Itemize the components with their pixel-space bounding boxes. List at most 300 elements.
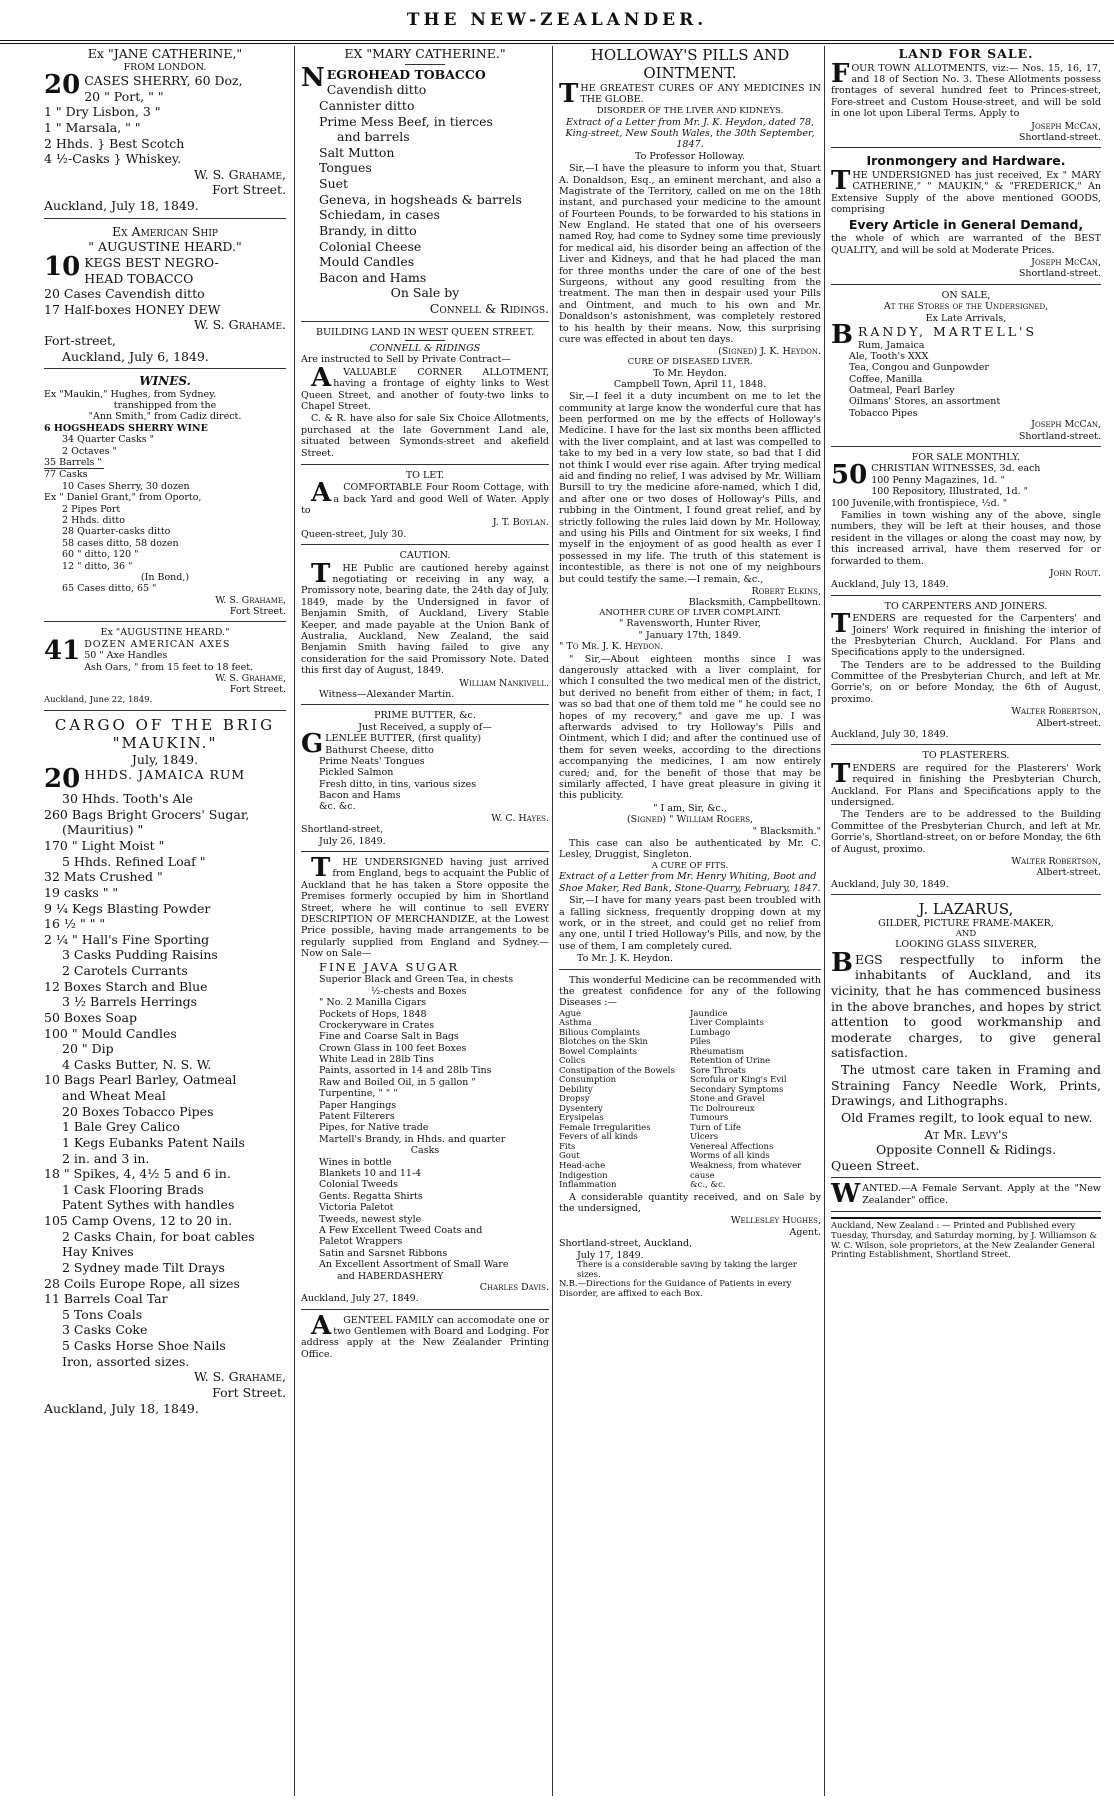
list-item: 2 in. and 3 in. [62, 1150, 150, 1166]
agent-place: Shortland-street, Auckland, [559, 1238, 693, 1250]
ad-on-sale [831, 290, 1101, 447]
imprint: Auckland, New Zealand : — Printed and Published every Tuesday, Thursday, and Saturday morning, by J. Williamson & W. C. Wilson, sole proprietors, at the New Zealander General Printing Establishment, Shortland Street. [831, 1217, 1101, 1261]
list-item: Venereal Affections [690, 1141, 774, 1152]
list-item: Lumbago [690, 1027, 731, 1038]
list-item: Fine and Coarse Salt in Bags [319, 1031, 459, 1043]
agent-title: Agent. [789, 1226, 821, 1238]
list-item: White Lead in 28lb Tins [319, 1054, 434, 1066]
ad-title: PRIME BUTTER, &c. [374, 710, 476, 722]
ad-paragraph: C. & R. have also for sale Six Choice Allotments, purchased at the late Government Land ale, situated between Symonds-street and akefield Street. [301, 413, 549, 459]
ad-place: Albert-street. [1036, 867, 1101, 879]
list-item: 50 Boxes Soap [44, 1009, 137, 1025]
ad-date: Queen-street, July 30. [301, 528, 407, 540]
list-item: 2 ¼ " Hall's Fine Sporting [44, 931, 210, 947]
ad-signature: W. S. Grahame, [215, 673, 286, 685]
list-item: 1 " Dry Lisbon, 3 " [44, 104, 161, 120]
ad-paragraph: AGENTEEL FAMILY can accomodate one or two Gentlemen with Board and Lodging. For address apply at the New Zealander Printing Office. [301, 1310, 549, 1360]
list-item: A Few Excellent Tweed Coats and [319, 1224, 483, 1236]
ad-title: BUILDING LAND IN WEST QUEEN STREET. [316, 326, 534, 338]
ad-heading: HHDS. JAMAICA RUM [84, 767, 246, 783]
list-item: Piles [690, 1037, 711, 1048]
list-item: Blankets 10 and 11-4 [319, 1167, 422, 1179]
ad-for-sale-monthly [831, 452, 1101, 596]
ad-witness: Witness—Alexander Martin. [319, 688, 455, 700]
ad-heading-row [44, 764, 286, 795]
list-item: Schiedam, in cases [319, 207, 440, 223]
ad-firm: CONNELL & RIDINGS [369, 343, 481, 355]
list-item: Bilious Complaints [559, 1027, 640, 1038]
ad-signature: W. S. Grahame, [193, 166, 286, 182]
list-item: 10 Cases Sherry, 30 dozen [62, 480, 190, 492]
list-item: GLENLEE BUTTER, (first quality) [301, 729, 482, 760]
list-item: Ex "Maukin," Hughes, from Sydney. [44, 388, 217, 400]
list-item: 17 Half-boxes HONEY DEW [44, 301, 221, 317]
list-item: Geneva, in hogsheads & barrels [319, 191, 522, 207]
list-item: Mould Candles [319, 254, 415, 270]
list-item: Satin and Sarsnet Ribbons [319, 1247, 448, 1259]
ad-paragraph: BEGS respectfully to inform the inhabitants of Auckland, and its vicinity, that he has commenced business in the above branches, and hopes by strict attention to good workmanship and moderate charges, to give general satisfaction. [831, 947, 1101, 1061]
list-item: Tobacco Pipes [849, 407, 918, 419]
ad-paragraph: FOUR TOWN ALLOTMENTS, viz:— Nos. 15, 16, 17, and 18 of Section No. 3. These Allotments possess frontages of several hundred feet to Princes-street, Fore-street and Custom House-street, and will be sold in one lot upon Liberal Terms. Apply to [831, 58, 1101, 120]
ad-signature: W. C. Hayes. [491, 812, 549, 824]
ad-place: Shortland-street. [1018, 268, 1101, 280]
ad-signature: Connell & Ridings. [429, 301, 549, 316]
list-item: 1 Bale Grey Calico [62, 1119, 180, 1135]
ad-carpenters [831, 601, 1101, 746]
newspaper-title: THE NEW-ZEALANDER. [406, 10, 708, 30]
list-item: Paper Hangings [319, 1099, 397, 1111]
ad-title: CARGO OF THE BRIG [54, 715, 276, 734]
ad-list [44, 70, 286, 167]
list-item: 9 ¼ Kegs Blasting Powder [44, 900, 211, 916]
list-item: " No. 2 Manilla Cigars [319, 997, 427, 1009]
list-item: Raw and Boiled Oil, in 5 gallon " [319, 1076, 476, 1088]
ad-paragraph: THE UNDERSIGNED has just received, Ex " MARY CATHERINE," " MAUKIN," & "FREDERICK," An Extensive Supply of the above mentioned GOODS, comprising [831, 165, 1101, 216]
list-item: 2 Carotels Currants [62, 963, 188, 979]
list-item: 28 Coils Europe Rope, all sizes [44, 1275, 240, 1291]
list-item: 100 " Mould Candles [44, 1025, 177, 1041]
list-item: Crockeryware in Crates [319, 1019, 435, 1031]
ad-paragraph: WANTED.—A Female Servant. Apply at the "New Zealander" office. [831, 1179, 1101, 1210]
list-item: Consumption [559, 1075, 617, 1086]
list-item: Prime Neats' Tongues [319, 755, 425, 767]
ad-place: Fort Street. [212, 182, 286, 198]
list-item: Bacon and Hams [319, 269, 427, 285]
ad-building-land [301, 327, 549, 465]
ad-ship: "MAUKIN." [112, 733, 218, 752]
list-item: 2 Octaves " [62, 445, 117, 457]
list-item: Tea, Congou and Gunpowder [849, 362, 989, 374]
list-item: Erysipelas [559, 1113, 604, 1124]
ad-location: Opposite Connell & Ridings. [875, 1142, 1057, 1158]
list-item: Cannister ditto [319, 97, 415, 113]
ad-augustine-heard [44, 224, 286, 370]
list-item: Inflammation [559, 1180, 617, 1191]
ad-intro: Are instructed to Sell by Private Contract— [301, 354, 511, 366]
list-item: and Wheat Meal [62, 1088, 166, 1104]
list-item: Prime Mess Beef, in tierces [319, 113, 493, 129]
list-item: 4 Casks Butter, N. S. W. [62, 1056, 212, 1072]
list-item: 1 Kegs Eubanks Patent Nails [62, 1134, 245, 1150]
list-item: Blotches on the Skin [559, 1037, 648, 1048]
ad-title: CAUTION. [399, 550, 451, 562]
letter-recipient: To Mr. Heydon. [653, 367, 727, 379]
list-item: Scrofula or King's Evil [690, 1075, 787, 1086]
section-heading: A CURE OF FITS. [651, 860, 729, 871]
list-item: 32 Mats Crushed " [44, 869, 163, 885]
list-item: Suet [319, 176, 349, 191]
ad-subtitle: At the Stores of the Undersigned, [883, 301, 1049, 313]
ad-signature: John Rout. [1049, 567, 1101, 579]
ad-ironmongery [831, 153, 1101, 284]
list-item: "Ann Smith," from Cadiz direct. [88, 411, 242, 423]
list-item: 19 casks " " [44, 884, 119, 900]
list-item: (In Bond,) [140, 571, 190, 583]
list-item: and barrels [337, 129, 410, 145]
list-item: Oatmeal, Pearl Barley [849, 385, 955, 397]
list-item: Colonial Cheese [319, 238, 422, 254]
ad-location: Queen Street. [831, 1157, 920, 1173]
list-item: Turn of Life [690, 1122, 741, 1133]
ad-prime-butter [301, 710, 549, 852]
list-item: Bacon and Hams [319, 790, 401, 802]
column-1 [44, 46, 286, 1796]
list-item: 260 Bags Bright Grocers' Sugar, [44, 806, 250, 822]
list-item: 12 Boxes Starch and Blue [44, 978, 208, 994]
list-item: Victoria Paletot [319, 1202, 394, 1214]
list-item: 100 Penny Magazines, 1d. " [871, 474, 1005, 486]
list-item: Iron, assorted sizes. [62, 1353, 190, 1369]
list-item: Wines in bottle [319, 1156, 392, 1168]
list-item: 100 Juvenile,with frontispiece, ½d. " [831, 497, 1008, 509]
letter-date: " January 17th, 1849. [638, 629, 742, 641]
ad-holloways-pills [559, 46, 821, 970]
letter-extract: Extract of a Letter from Mr. Henry Whiting, Boot and Shoe Maker, Red Bank, Stone-Quarry, February, 1847. [559, 871, 821, 894]
ad-signature: Walter Robertson, [1011, 855, 1101, 867]
ad-wanted [831, 1179, 1101, 1212]
list-item: 20 " Port, " " [84, 88, 164, 104]
list-item: Oilmans' Stores, an assortment [849, 396, 1001, 408]
list-item: An Excellent Assortment of Small Ware [319, 1259, 509, 1271]
list-item: 2 Hhds. } Best Scotch [44, 135, 185, 151]
directions-note: N.B.—Directions for the Guidance of Patients in every Disorder, are affixed to each Box. [559, 1279, 792, 1300]
column-3 [552, 46, 821, 1796]
ad-month: July, 1849. [131, 751, 199, 767]
ad-signature: William Nankivell. [459, 677, 549, 689]
list-item: Tumours [690, 1113, 729, 1124]
list-item: Ulcers [690, 1132, 719, 1143]
letter-signature: (Signed) " William Rogers, [626, 814, 754, 826]
list-item: Coffee, Manilla [849, 373, 923, 385]
list-item: Ex " Daniel Grant," from Oporto, [44, 492, 202, 504]
list-item: Martell's Brandy, in Hhds. and quarter [319, 1133, 506, 1145]
ad-axes [44, 627, 286, 710]
list-item: Liver Complaints [690, 1018, 764, 1029]
list-item: Stone and Gravel [690, 1094, 765, 1105]
ad-paragraph: THE UNDERSIGNED having just arrived from England, begs to acquaint the Public of Auckland that he has taken a Store opposite the Premises formerly occupied by him in Shortland Street, where he will continue to sell EVERY DESCRIPTION OF MERCHANDIZE, at the Lowest Price possible, having made arrangements to be regularly supplied from England and Sydney.—Now on Sale— [301, 853, 549, 960]
ad-date: July 26, 1849. [319, 835, 386, 847]
list-item: On Sale by [390, 285, 460, 301]
ad-place: Shortland-street, [301, 824, 384, 836]
ad-signature: Charles Davis. [479, 1281, 549, 1293]
ad-jane-catherine [44, 46, 286, 219]
list-item: Tweeds, newest style [319, 1213, 422, 1225]
ad-big-number: 20 [44, 764, 81, 795]
ad-signature: Walter Robertson, [1011, 706, 1101, 718]
ad-date: Auckland, July 30, 1849. [831, 878, 949, 890]
letter-note: This case can also be authenticated by Mr. C. Lesley, Druggist, Singleton. [559, 837, 821, 861]
list-item: 58 cases ditto, 58 dozen [62, 537, 179, 549]
agent-date: July 17, 1849. [577, 1249, 644, 1261]
ad-subtitle: Ex Late Arrivals, [925, 312, 1007, 324]
ad-subtitle: FROM LONDON. [123, 61, 207, 73]
list-item: 77 Casks [44, 468, 104, 480]
list-item: Bathurst Cheese, ditto [325, 744, 434, 756]
list-item: 2 Sydney made Tilt Drays [62, 1259, 225, 1275]
list-item: Weakness, from whatever cause [690, 1161, 802, 1181]
agent-signature: Wellesley Hughes, [730, 1215, 821, 1227]
list-item: Patent Filterers [319, 1111, 395, 1123]
list-item: 3 Casks Pudding Raisins [62, 947, 218, 963]
letter-recipient: To Mr. J. K. Heydon. [577, 953, 674, 965]
letter-signature: Blacksmith, Campbelltown. [688, 597, 821, 609]
letter-signature: Robert Elkins, [751, 585, 821, 597]
ad-date: Auckland, June 22, 1849. [44, 694, 153, 705]
ad-date: Auckland, July 30, 1849. [831, 729, 949, 741]
newspaper-columns [0, 46, 1114, 1796]
ad-title: HOLLOWAY'S PILLS AND OINTMENT. [590, 46, 790, 82]
list-item: Cavendish ditto [326, 82, 427, 98]
letter-closing: " I am, Sir, &c., [653, 802, 727, 814]
list-item: Dropsy [559, 1094, 590, 1105]
list-item: Casks [410, 1145, 440, 1157]
list-item: 4 ½-Casks } Whiskey. [44, 151, 182, 167]
list-item: 2 Hhds. ditto [62, 514, 125, 526]
letter-body: Sir,—I feel it a duty incumbent on me to let the community at large know the wonderful cure that has been performed on me by the effects of Holloway's Medicine. I have for the last six months been afflicted with the liver complaint, and at last was compelled to take to my bed in a very low state, so bad that I did not think I would ever rise again. After trying medical aid and finding no relief, I was advised by Mr. William Bursill to try the medicine afore-named, which I did, and after one or two doses of Holloway's Pills, and rubbing in the Ointment, I found great relief, and by strictly following the rules laid down by Mr. Holloway, and using his Pills and Ointment for six weeks, I find myself in the enjoyment of as good health as ever I possessed in my life. The truth of this statement is incontestible, as there is not one of my neighbours but could testify the same.—I remain, &c., [559, 391, 821, 585]
list-item: HEAD TOBACCO [84, 270, 194, 286]
section-heading: CURE OF DISEASED LIVER. [627, 356, 753, 367]
list-item: 170 " Light Moist " [44, 838, 165, 854]
list-item: Gents. Regatta Shirts [319, 1190, 423, 1202]
ad-title: Ex "AUGUSTINE HEARD." [100, 627, 230, 639]
ad-wines [44, 374, 286, 622]
ad-subtitle: GILDER, PICTURE FRAME-MAKER, [878, 918, 1054, 930]
list-item: Constipation of the Bowels [559, 1065, 675, 1076]
letter-body: Sir,—I have the pleasure to inform you that, Stuart A. Donaldson, Esq., an eminent merchant, and also a Magistrate of the Territory, called on me on the 18th instant, and purchased your medicine to the amount of Fourteen Pounds, to be forwarded to his stations in New England. He stated that one of his overseers named Roy, had come to Sydney some time previously for medical aid, his disorder being an affection of the Liver and Kidneys, and that he had placed the man for three months under the care of one of the best Surgeons, without any good resulting from the treatment. The man then in despair used your Pills and Ointment, and much to his own and Mr. Donaldson's astonishment, was completely restored to his health by their means. Now, this surprising cure was effected in about ten days. [559, 163, 821, 345]
ad-mary-catherine [301, 46, 549, 322]
ad-paragraph: AVALUABLE CORNER ALLOTMENT, having a frontage of eighty links to West Queen Street, and another of fouty-two links to Chapel Street. [301, 362, 549, 412]
disease-column-right [690, 1010, 821, 1191]
ad-paragraph: The Tenders are to be addressed to the Building Committee of the Presbyterian Church, and left at Mr. Gorrie's, Shortland-street, on or before Monday, the 6th of August, proximo. [831, 809, 1101, 855]
ad-date: Auckland, July 18, 1849. [44, 1400, 199, 1416]
ad-title: TO PLASTERERS. [922, 750, 1010, 762]
list-item: Pickled Salmon [319, 767, 394, 779]
ad-place: Albert-street. [1036, 717, 1101, 729]
list-item: Hay Knives [62, 1244, 134, 1260]
list-item: 1 Cask Flooring Brads [62, 1181, 204, 1197]
ad-subtitle: LOOKING GLASS SILVERER, [895, 939, 1037, 951]
ad-signature: W. S. Grahame. [193, 317, 286, 333]
list-item: 3 ½ Barrels Herrings [62, 994, 198, 1010]
list-item: Superior Black and Green Tea, in chests [319, 974, 514, 986]
ad-date: Auckland, July 13, 1849. [831, 579, 949, 591]
ad-big-number: 41 [44, 635, 81, 666]
letter-address: " Ravensworth, Hunter River, [619, 618, 761, 630]
list-item: transhipped from the [113, 400, 217, 412]
letter-recipient: To Professor Holloway. [635, 150, 745, 162]
masthead [0, 0, 1114, 44]
list-item: DOZEN AMERICAN AXES [84, 638, 231, 650]
ad-signature: J. T. Boylan. [492, 517, 549, 529]
letter-recipient: " To Mr. J. K. Heydon. [559, 641, 664, 653]
disease-column-left [559, 1010, 690, 1191]
list-item: Tongues [319, 160, 372, 176]
ad-paragraph: TENDERS are required for the Plasterers' Work required in finishing the Presbyterian Church, Auckland. For Plans and Specifications apply to the undersigned. [831, 758, 1101, 808]
letter-signature: " Blacksmith." [752, 825, 821, 837]
ad-genteel-family [301, 1310, 549, 1366]
divider [405, 64, 445, 65]
list-item: Worms of all kinds [690, 1151, 770, 1162]
ad-place: Fort Street. [229, 606, 286, 618]
ad-signature: W. S. Grahame, [215, 594, 286, 606]
ad-place: Fort Street. [229, 684, 286, 696]
letter-signature: (Signed) J. K. Heydon. [718, 346, 821, 358]
ad-paragraph: Old Frames regilt, to look equal to new. [841, 1109, 1093, 1125]
ad-lazarus [831, 900, 1101, 1178]
list-item: Retention of Urine [690, 1056, 771, 1067]
list-item: 34 Quarter Casks " [62, 434, 155, 446]
ad-paragraph: The Tenders are to be addressed to the Building Committee of the Presbyterian Church, and left at Mr. Gorrie's, on or before Monday, the 6th of August, proximo. [831, 659, 1101, 705]
list-item: Debility [559, 1084, 593, 1095]
list-item: Ale, Tooth's XXX [849, 350, 929, 362]
list-item: Salt Mutton [319, 144, 395, 160]
ad-paragraph: Families in town wishing any of the above, single numbers, they will be left at their houses, and those resident in the villages or along the coast may now, by this increased arrival, have them reserved for or forwarded to them. [831, 510, 1101, 567]
list-item: Jaundice [690, 1008, 728, 1019]
list-item: 65 Cases ditto, 65 " [62, 583, 157, 595]
ad-title: WINES. [139, 374, 191, 389]
list-item: KEGS BEST NEGRO- [84, 254, 219, 270]
list-item: Head-ache [559, 1161, 606, 1171]
ad-title: Ex "JANE CATHERINE," [87, 46, 243, 61]
list-item: Colics [559, 1056, 586, 1067]
list-item: Bowel Complaints [559, 1046, 637, 1057]
ad-paragraph: THE Public are cautioned hereby against negotiating or receiving in any way, a Promissory note, bearing date, the 24th day of July, 1849, made by the Undersigned in favor of Benjamin Smith, of Auckland, Livery Stable Keeper, and made payable at the Union Bank of Australia, Auckland, New Zealand, the said Benjamin Smith having failed to give any consideration for the said Promissory Note. Dated this first day of August, 1849. [301, 558, 549, 677]
list-item: &c., &c. [690, 1180, 726, 1191]
list-item: Brandy, in ditto [319, 222, 417, 238]
list-item: Colonial Tweeds [319, 1179, 398, 1191]
list-item: 6 HOGSHEADS SHERRY WINE [44, 422, 208, 434]
list-item: (Mauritius) " [62, 822, 144, 838]
ad-line: Ex American Ship [112, 223, 218, 239]
ad-title: FOR SALE MONTHLY. [911, 452, 1021, 464]
list-item: 20 Boxes Tobacco Pipes [62, 1103, 214, 1119]
letter-date: Campbell Town, April 11, 1848. [613, 378, 767, 390]
divider [405, 340, 445, 341]
list-item: NEGROHEAD TOBACCO [301, 62, 486, 93]
section-heading: DISORDER OF THE LIVER AND KIDNEYS. [596, 105, 784, 116]
list-item: and HABERDASHERY [337, 1270, 444, 1282]
ad-signature: Joseph McCan, [1031, 120, 1101, 132]
list-item: CASES SHERRY, 60 Doz, [84, 73, 243, 89]
ad-title: Ironmongery and Hardware. [866, 153, 1066, 169]
list-item: 35 Barrels " [44, 457, 102, 468]
ad-paragraph: the whole of which are warranted of the BEST QUALITY, and will be sold at Moderate Prices. [831, 233, 1101, 256]
ad-title: TO LET. [405, 469, 445, 481]
list-item: 2 Casks Chain, for boat cables [62, 1228, 255, 1244]
list-item: Paints, assorted in 14 and 28lb Tins [319, 1065, 492, 1077]
list-item: Female Irregularities [559, 1122, 651, 1133]
disease-list [559, 1010, 821, 1191]
ad-caution [301, 550, 549, 705]
list-item: 5 Hhds. Refined Loaf " [62, 853, 206, 869]
ad-plasterers [831, 750, 1101, 895]
ad-title: TO CARPENTERS AND JOINERS. [884, 600, 1048, 612]
list-item: CHRISTIAN WITNESSES, 3d. each [871, 463, 1041, 475]
ad-place: Fort Street. [212, 1384, 286, 1400]
ad-title: ON SALE, [941, 289, 991, 301]
list-item: 30 Hhds. Tooth's Ale [62, 791, 193, 807]
ad-title: " AUGUSTINE HEARD." [88, 239, 242, 255]
ad-signature: Joseph McCan, [1031, 419, 1101, 431]
ad-big-number: 20 [44, 70, 81, 101]
list-item: Fevers of all kinds [559, 1132, 638, 1143]
list-item: 2 Pipes Port [62, 503, 121, 515]
list-item: Patent Sythes with handles [62, 1197, 235, 1213]
list-item: Turpentine, " " " [319, 1088, 398, 1100]
list-item: 11 Barrels Coal Tar [44, 1291, 168, 1307]
ad-land-for-sale [831, 46, 1101, 148]
list-item: Rheumatism [690, 1046, 745, 1057]
ad-paragraph: TENDERS are requested for the Carpenters' and Joiners' Work required in finishing the interior of the Presbyterian Church, Auckland. For Plans and Specifications apply to the undersigned. [831, 609, 1101, 659]
list-item: 20 " Dip [62, 1041, 114, 1057]
ad-holloways-diseases [559, 975, 821, 1304]
ad-place: Shortland-street. [1018, 131, 1101, 143]
list-item: 18 " Spikes, 4, 4½ 5 and 6 in. [44, 1166, 231, 1182]
list-item: Ague [559, 1008, 582, 1019]
ad-undersigned-store [301, 853, 549, 1310]
list-item: Tic Dolroureux [690, 1103, 755, 1114]
ad-signature: Joseph McCan, [1031, 256, 1101, 268]
ad-heading: BRANDY, MARTELL'S [831, 319, 1038, 350]
letter-extract: Extract of a Letter from Mr. J. K. Heydon, dated 78, King-street, New South Wales, the 30th September, 1847. [565, 116, 815, 151]
list-item: 100 Repository, Illustrated, 1d. " [871, 486, 1028, 498]
list-item: Crown Glass in 100 feet Boxes [319, 1042, 467, 1054]
list-item: Rum, Jamaica [857, 339, 925, 351]
ad-paragraph: The utmost care taken in Framing and Straining Fancy Needle Work, Prints, Drawings, and Lithographs. [831, 1062, 1101, 1109]
ad-title: J. LAZARUS, [918, 900, 1014, 919]
recommendation: This wonderful Medicine can be recommended with the greatest confidence for any of the following Diseases :— [559, 974, 821, 1009]
list-item: 5 Casks Horse Shoe Nails [62, 1338, 226, 1354]
ad-paragraph: ACOMFORTABLE Four Room Cottage, with a back Yard and good Well of Water. Apply to [301, 478, 549, 517]
list-item: Fits [559, 1141, 576, 1152]
saving-note: There is a considerable saving by taking the larger sizes. [577, 1259, 797, 1280]
letter-body: Sir,—I have for many years past been troubled with a falling sickness, frequently dropping down at my work, or in the street, and could get no relief from any one, until I tried Holloway's Pills, and now, by the use of them, I am completely cured. [559, 895, 821, 952]
ad-intro: Just Received, a supply of— [358, 721, 492, 733]
list-item: Asthma [559, 1018, 592, 1029]
list-item: 3 Casks Coke [62, 1322, 148, 1338]
list-item: Gout [559, 1151, 580, 1162]
list-item: 105 Camp Ovens, 12 to 20 in. [44, 1213, 233, 1229]
list-item: ½-chests and Boxes [371, 985, 467, 997]
list-item: Pipes, for Native trade [319, 1122, 429, 1134]
list-item: 1 " Marsala, " " [44, 119, 141, 135]
list-item: 60 " ditto, 120 " [62, 549, 139, 561]
list-item: 20 Cases Cavendish ditto [44, 286, 205, 302]
list-item: &c. &c. [319, 801, 356, 813]
ad-cargo-maukin [44, 716, 286, 1421]
ad-big-number: 10 [44, 251, 81, 282]
ad-to-let [301, 470, 549, 545]
